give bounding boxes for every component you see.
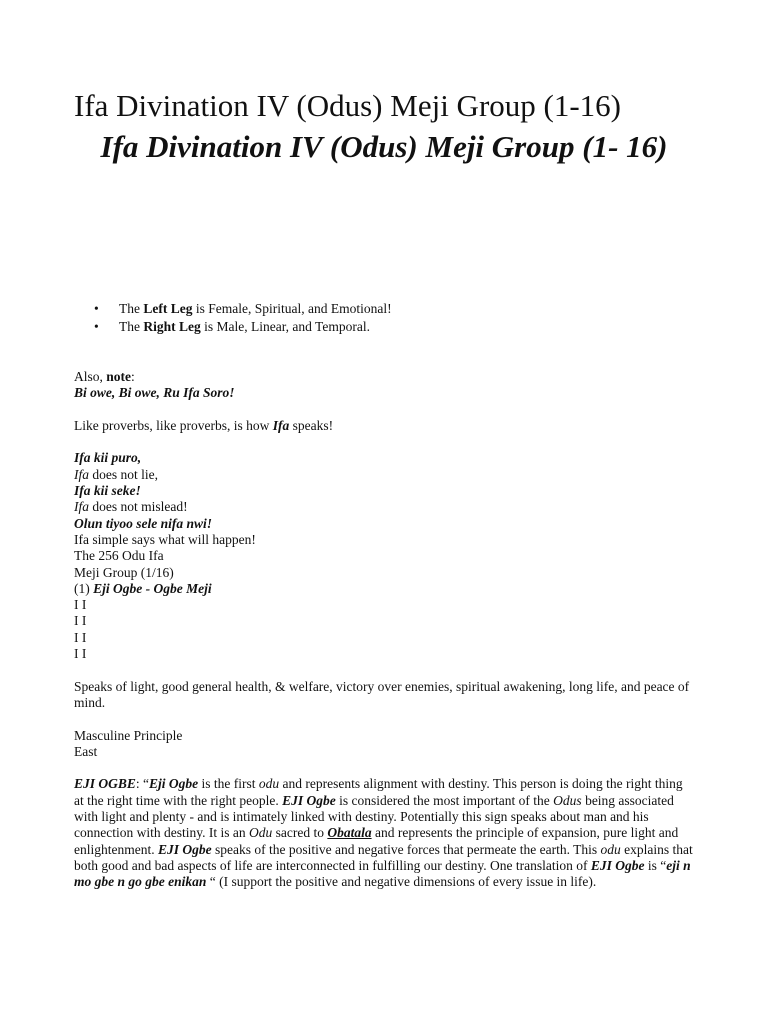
eji-ogbe-paragraph: EJI OGBE: “Eji Ogbe is the first odu and represents alignment with destiny. This person is doing the right thing at the right time with the right people. EJI Ogbe is considered the most important of the Odus being associated with light and plenty - and is intimately linked with destiny. Potentially this sign speaks about man and his connection with destiny. It is an Odu sacred to Obatala and represents the principle of expansion, pure light and enlightenment. EJI Ogbe speaks of the positive and negative forces that permeate the earth. This odu explains that both good and bad aspects of life are interconnected in fulfilling our destiny. One translation of EJI Ogbe is “eji n mo gbe n go gbe enikan “ (I support the positive and negative dimensions of every issue in life). xyxy=(74,776,693,890)
meji-group-line: Meji Group (1/16) xyxy=(74,564,174,580)
odu-heading-line: (1) Eji Ogbe - Ogbe Meji xyxy=(74,580,212,596)
bullet-list xyxy=(74,300,714,336)
speaks-paragraph: Speaks of light, good general health, & welfare, victory over enemies, spiritual awakening, long life, and peace of mind. xyxy=(74,678,690,710)
odu-mark-line: I I xyxy=(74,629,87,645)
odu-mark-line: I I xyxy=(74,597,87,613)
odu-mark-line: I I xyxy=(74,646,87,662)
document-title: Ifa Divination IV (Odus) Meji Group (1-16) xyxy=(74,88,621,123)
bullet-item-left-leg: • The Left Leg is Female, Spiritual, and Emotional! xyxy=(94,301,392,316)
direction-line: East xyxy=(74,743,98,759)
verse-line-3: Ifa kii seke! xyxy=(74,483,141,499)
proverb-line: Bi owe, Bi owe, Ru Ifa Soro! xyxy=(74,385,235,401)
odu-count-line: The 256 Odu Ifa xyxy=(74,548,164,564)
bullet-dot-icon: • xyxy=(94,301,99,316)
obatala-link: Obatala xyxy=(327,825,372,841)
bullet-dot-icon: • xyxy=(94,319,99,334)
verse-line-5: Olun tiyoo sele nifa nwi! xyxy=(74,515,213,531)
also-note-line: Also, note: xyxy=(74,369,135,384)
verse-line-2: Ifa does not lie, xyxy=(74,466,158,482)
verse-line-1: Ifa kii puro, xyxy=(74,450,142,466)
bullet-item-right-leg: • The Right Leg is Male, Linear, and Temporal. xyxy=(94,319,370,334)
like-proverbs-line: Like proverbs, like proverbs, is how Ifa speaks! xyxy=(74,417,334,433)
body-text xyxy=(74,369,694,891)
principle-line: Masculine Principle xyxy=(74,727,183,743)
verse-line-6: Ifa simple says what will happen! xyxy=(74,531,256,547)
odu-mark-line: I I xyxy=(74,613,87,629)
verse-line-4: Ifa does not mislead! xyxy=(74,499,188,515)
document-heading-italic: Ifa Divination IV (Odus) Meji Group (1- 16) xyxy=(100,129,668,164)
